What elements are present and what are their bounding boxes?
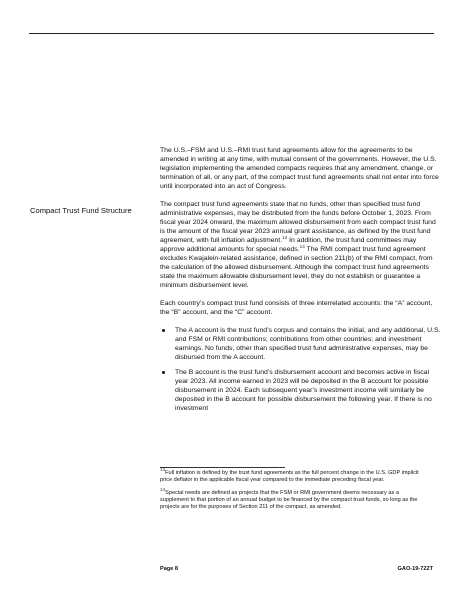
header-rule [29, 33, 434, 34]
footnote-rule [160, 467, 285, 468]
bullet-text: The B account is the trust fund’s disbursement account and becomes active in fiscal year 2023. All income earned in 2023 will be deposited in the B account for possible disbursement in 2024. Each subsequent year’s investment income will similarly be deposited in the B account for possible disbursement the following year. If there is no investment [175, 369, 432, 412]
footnote-text: Special needs are defined as projects that the FSM or RMI government deems necessary as a supplement to that portion of an annual budget to be financed by the compact trust funds, so long as the projects are for the purposes of Section 211 of the compact, as amended. [160, 489, 418, 510]
bullet-icon [162, 329, 165, 332]
section-paragraph [160, 200, 442, 290]
footnote-text: Full inflation is defined by the trust fund agreements as the full percent change in the U.S. GDP implicit price deflator in the applicable fiscal year compared to the immediate preceding fiscal year. [160, 470, 419, 483]
bullet-text: The A account is the trust fund’s corpus and contains the initial, and any additional, U.S. and FSM or RMI contributions; contributions from other countries; and investment earnings. No funds, other than specified trust fund administrative expenses, may be disbursed from the A account. [175, 327, 441, 361]
section-paragraph-part1: The compact trust fund agreements state that no funds, other than specified trust fund administrative expenses, may be distributed from the funds before October 1, 2023. From fiscal year 2024 onward, the maximum allowed disbursement from each compact trust fund is the amount of the fiscal year 2023 annual grant assistance, as defined by the trust fund agreement, with full inflation adjustment. [160, 201, 436, 244]
list-item [160, 368, 442, 413]
accounts-list [160, 326, 442, 413]
report-number: GAO-19-722T [397, 566, 433, 572]
footnote-ref-13[interactable]: 13 [282, 235, 288, 240]
bullet-icon [162, 371, 165, 374]
footnotes [160, 467, 428, 517]
section-paragraph-part2: In addition, the trust fund committees may approve additional amounts for special needs. [160, 237, 417, 253]
footnote-ref-14[interactable]: 14 [299, 244, 305, 249]
list-item [160, 326, 442, 362]
footnote-number: 14 [160, 486, 166, 492]
section-heading: Compact Trust Fund Structure [30, 206, 132, 215]
intro-paragraph: The U.S.–FSM and U.S.–RMI trust fund agreements allow for the agreements to be amended in writing at any time, with mutual consent of the governments. However, the U.S. legislation implementing the amended compacts requires that any amendment, change, or termination of all, or any part, of the compact trust fund agreements shall not enter into force until incorporated into an act of Congress. [160, 147, 439, 190]
section-paragraph-part3: The RMI compact trust fund agreement excludes Kwajalein-related assistance, defined in section 211(b) of the RMI compact, from the calculation of the allowed disbursement. Although the compact trust fund agreements state the maximum allowable disbursement level, they do not establish or guarantee a minimum disbursement level. [160, 246, 433, 289]
body-text [160, 146, 442, 413]
footnote-13 [160, 467, 428, 484]
accounts-paragraph: Each country’s compact trust fund consists of three interrelated accounts: the “A” account, the “B” account, and the “C” account. [160, 300, 433, 316]
page-number: Page 8 [160, 566, 179, 572]
footnote-number: 13 [160, 467, 166, 472]
footnote-14 [160, 486, 428, 511]
